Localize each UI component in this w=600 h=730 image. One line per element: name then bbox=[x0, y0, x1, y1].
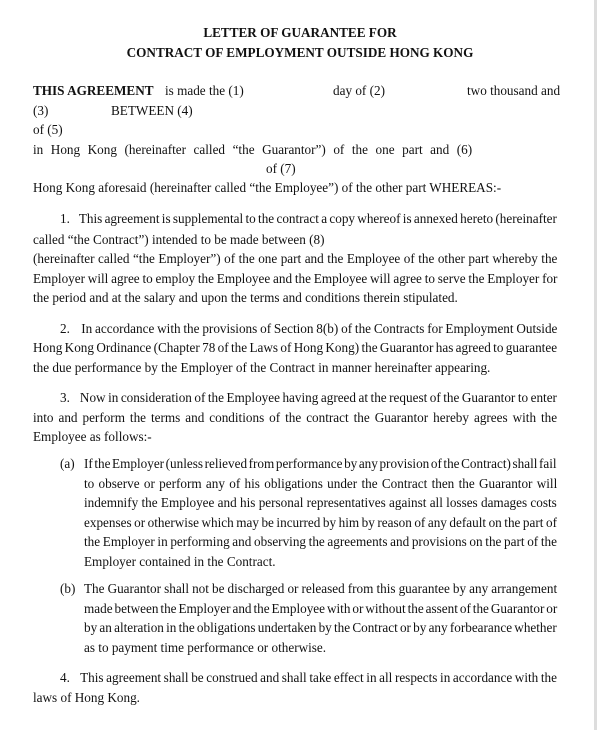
text-line: of (7) bbox=[266, 161, 296, 176]
text-line: of (5) bbox=[33, 122, 63, 137]
subclause-line: the Employer in performing and observing the agreements and provisions on the part of the bbox=[84, 534, 557, 549]
text-line: in Hong Kong (hereinafter called “the Guarantor”) of the one part and (6) bbox=[33, 142, 473, 157]
subclause-line: by an alteration in the obligations undertaken by the Contract or by any forbearance whether bbox=[84, 620, 557, 635]
clause-line: Employer will agree to employ the Employee and the Employee will agree to serve the Employer for bbox=[33, 271, 558, 286]
subclause-line: expenses or otherwise which may be incurred by him by reason of any default on the part of bbox=[84, 514, 557, 530]
clause-line: 4. This agreement shall be construed and shall take effect in all respects in accordance with the bbox=[60, 670, 557, 685]
clause-line: 3. Now in consideration of the Employee having agreed at the request of the Guarantor to enter bbox=[60, 390, 557, 405]
subclause-label: (a) bbox=[60, 456, 75, 471]
text-line: Hong Kong aforesaid (hereinafter called “the Employee”) of the other part WHEREAS:- bbox=[33, 180, 502, 195]
text-line: day of (2) bbox=[333, 83, 385, 98]
clause-line: the due performance by the Employer of the Contract in manner hereinafter appearing. bbox=[33, 359, 491, 375]
text-line: (3) bbox=[33, 103, 49, 118]
text-line: BETWEEN (4) bbox=[111, 103, 193, 118]
agreement-heading: THIS AGREEMENT bbox=[33, 83, 154, 98]
subclause-line: as to payment time performance or otherwise. bbox=[84, 639, 327, 655]
subclause-line: made between the Employer and the Employee with or without the assent of the Guarantor or bbox=[84, 600, 558, 616]
subclause-label: (b) bbox=[60, 581, 76, 596]
clause-line: (hereinafter called “the Employer”) of the one part and the Employee of the other part whereby the bbox=[33, 251, 558, 266]
document-subtitle: CONTRACT OF EMPLOYMENT OUTSIDE HONG KONG bbox=[126, 45, 474, 60]
subclause-line: to observe or perform any of his obligations under the Contract then the Guarantor will bbox=[84, 475, 558, 491]
clause-line: the period and at the salary and upon the terms and conditions therein stipulated. bbox=[33, 290, 458, 305]
subclause-line: If the Employer (unless relieved from performance by any provision of the Contract) shall fail bbox=[84, 456, 557, 471]
text-line: two thousand and bbox=[467, 83, 561, 98]
subclause-line: indemnify the Employee and his personal representatives against all losses damages costs bbox=[84, 495, 557, 510]
clause-line: into and perform the terms and conditions of the contract the Guarantor hereby agrees with the bbox=[33, 409, 558, 425]
text-line: is made the (1) bbox=[165, 83, 244, 98]
clause-line: Employee as follows:- bbox=[33, 429, 152, 444]
clause-line: Hong Kong Ordinance (Chapter 78 of the Laws of Hong Kong) the Guarantor has agreed to guarantee bbox=[33, 340, 558, 356]
clause-line: laws of Hong Kong. bbox=[33, 690, 140, 705]
document-title: LETTER OF GUARANTEE FOR bbox=[203, 25, 397, 40]
subclause-line: Employer contained in the Contract. bbox=[84, 553, 276, 569]
clause-line: 1. This agreement is supplemental to the contract a copy whereof is annexed hereto (hereinafter bbox=[60, 211, 557, 226]
clause-line: 2. In accordance with the provisions of Section 8(b) of the Contracts for Employment Outside bbox=[60, 321, 558, 336]
clause-line: called “the Contract”) intended to be made between (8) bbox=[33, 232, 325, 247]
subclause-line: The Guarantor shall not be discharged or released from this guarantee by any arrangement bbox=[84, 581, 558, 596]
